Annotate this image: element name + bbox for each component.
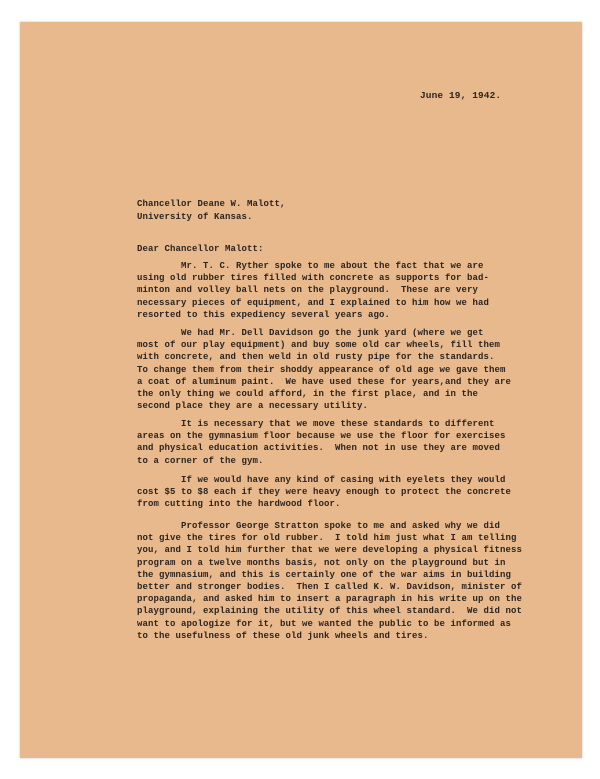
salutation: Dear Chancellor Malott: [137,244,264,254]
text-line: resorted to this expediency several years ago. [137,309,391,320]
text-line: using old rubber tires filled with concrete as supports for bad- [137,273,490,284]
text-line: to a corner of the gym. [137,455,264,466]
text-line: the only thing we could afford, in the first place, and in the [137,389,479,400]
text-line: to the usefulness of these old junk wheels and tires. [137,630,429,641]
text-line: most of our play equipment) and buy some old car wheels, fill them [137,340,501,351]
text-line: areas on the gymnasium floor because we use the floor for exercises [137,431,506,442]
text-line: and physical education activities. When not in use they are moved [137,443,501,454]
text-line: necessary pieces of equipment, and I explained to him how we had [137,297,490,308]
text-line: program on a twelve months basis, not only on the playground but in [137,557,506,568]
text-line: want to apologize for it, but we wanted the public to be informed as [137,618,512,629]
text-line: with concrete, and then weld in old rusty pipe for the standards. [137,352,495,363]
text-line: Mr. T. C. Ryther spoke to me about the fact that we are [137,261,484,271]
paragraph-5 [137,520,522,642]
paragraph-1 [137,260,489,321]
text-line: minton and volley ball nets on the playground. These are very [137,285,479,296]
text-line: second place they are a necessary utility. [137,401,369,412]
letter-sheet [20,22,582,758]
text-line: It is necessary that we move these standards to different [137,419,495,429]
text-line: To change them from their shoddy appearance of old age we gave them [137,364,506,375]
text-line: playground, explaining the utility of this wheel standard. We did not [137,606,523,617]
recipient-address [137,198,286,224]
paragraph-4 [137,474,511,511]
text-line: propaganda, and asked him to insert a paragraph in his write up on the [137,594,523,605]
text-line: from cutting into the hardwood floor. [137,499,341,510]
text-line: cost $5 to $8 each if they were heavy enough to protect the concrete [137,487,512,498]
recipient-line: Chancellor Deane W. Malott, [137,199,286,209]
text-line: the gymnasium, and this is certainly one of the war aims in building [137,569,512,580]
paragraph-3 [137,418,506,467]
text-line: a coat of aluminum paint. We have used these for years,and they are [137,376,512,387]
recipient-line: University of Kansas. [137,212,253,222]
text-line: We had Mr. Dell Davidson go the junk yard (where we get [137,328,484,338]
text-line: better and stronger bodies. Then I called K. W. Davidson, minister of [137,582,523,593]
paragraph-2 [137,327,511,412]
text-line: If we would have any kind of casing with eyelets they would [137,475,506,485]
text-line: not give the tires for old rubber. I told him just what I am telling [137,533,517,544]
text-line: Professor George Stratton spoke to me and asked why we did [137,521,501,531]
text-line: you, and I told him further that we were developing a physical fitness [137,545,523,556]
letter-date: June 19, 1942. [420,90,502,101]
